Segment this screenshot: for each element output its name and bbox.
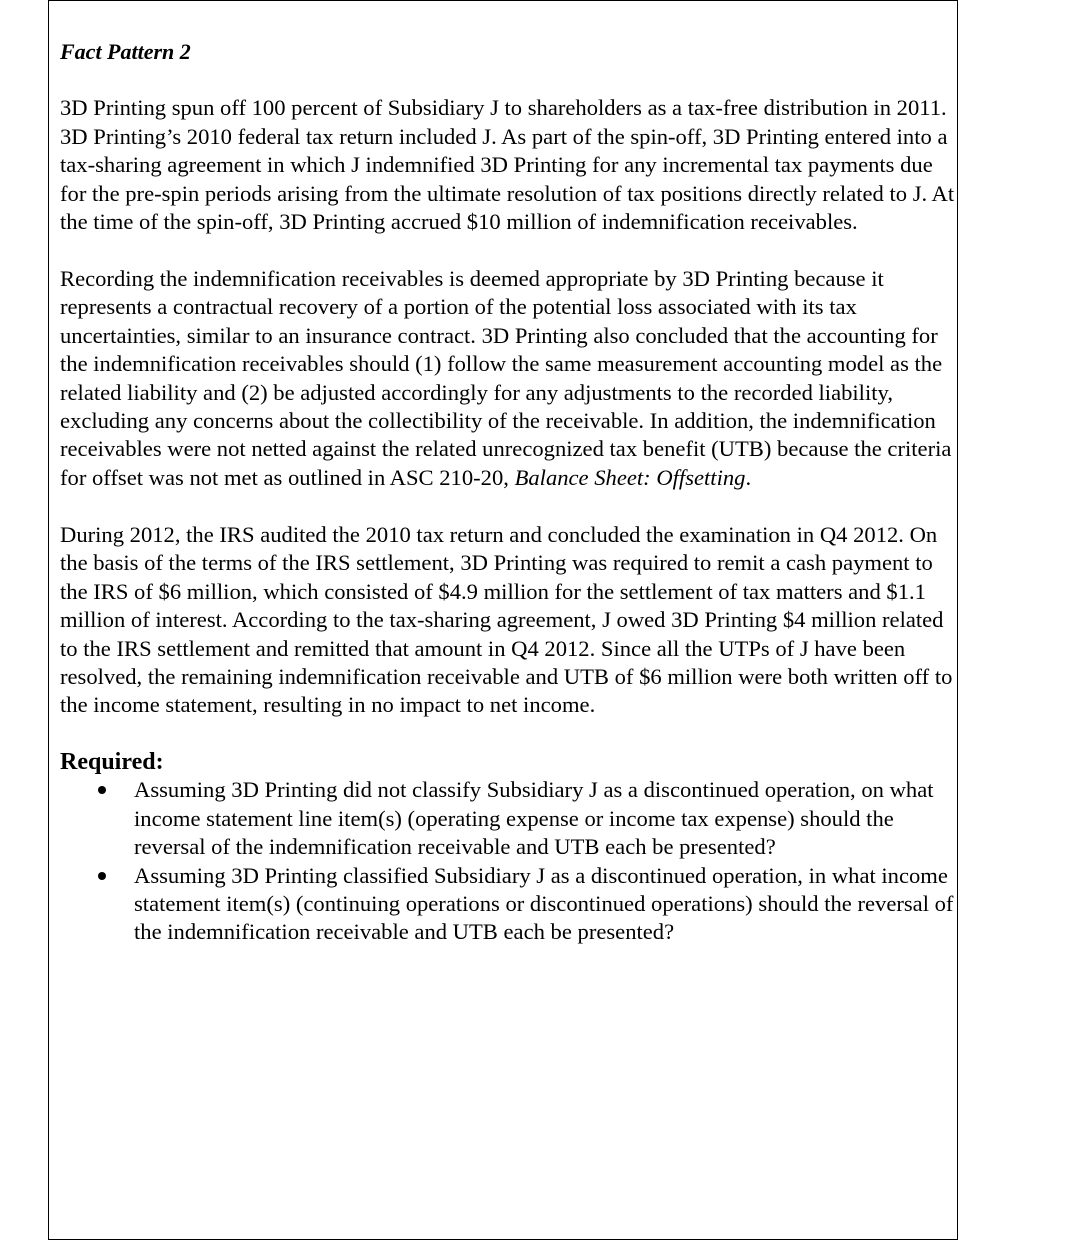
fact-pattern-title: Fact Pattern 2 [60, 39, 191, 64]
paragraph-irs-audit: During 2012, the IRS audited the 2010 tax return and concluded the examination in Q4 2012. On the basis of the terms of the IRS settlement, 3D Printing was required to remit a cash payment to the IRS of $6 million, which consisted of $4.9 million for the settlement of tax matters and $1.1 million of interest. According to the tax-sharing agreement, J owed 3D Printing $4 million related to the IRS settlement and remitted that amount in Q4 2012. Since all the UTPs of J have been resolved, the remaining indemnification receivable and UTB of $6 million were both written off to the income statement, resulting in no impact to net income. [60, 521, 953, 718]
bullet-icon [98, 872, 106, 880]
required-list [60, 776, 955, 946]
bullet-icon [98, 786, 106, 794]
paragraph-indemnification-emphasis: Balance Sheet: Offsetting [514, 464, 746, 490]
required-heading: Required: [60, 749, 164, 776]
paragraph-indemnification-text: Recording the indemnification receivables is deemed appropriate by 3D Printing because it represents a contractual recovery of a portion of the potential loss associated with its tax uncertainties, similar to an insurance contract. 3D Printing also concluded that the accounting for the indemnification receivables should (1) follow the same measurement accounting model as the related liability and (2) be adjusted accordingly for any adjustments to the recorded liability, excluding any concerns about the collectibility of the receivable. In addition, the indemnification receivables were not netted against the related unrecognized tax benefit (UTB) because the criteria for offset was not met as outlined in ASC 210-20, [60, 266, 952, 490]
required-item [60, 862, 955, 947]
paragraph-spin-off: 3D Printing spun off 100 percent of Subsidiary J to shareholders as a tax-free distribution in 2011. 3D Printing’s 2010 federal tax return included J. As part of the spin-off, 3D Printing entered into a tax-sharing agreement in which J indemnified 3D Printing for any incremental tax payments due for the pre-spin periods arising from the ultimate resolution of tax positions directly related to J. At the time of the spin-off, 3D Printing accrued $10 million of indemnification receivables. [60, 95, 955, 235]
required-item-text: Assuming 3D Printing did not classify Subsidiary J as a discontinued operation, on what income statement line item(s) (operating expense or income tax expense) should the reversal of the indemnification receivable and UTB each be presented? [134, 777, 934, 860]
required-item-text: Assuming 3D Printing classified Subsidiary J as a discontinued operation, in what income statement item(s) (continuing operations or discontinued operations) should the reversal of the indemnification receivable and UTB each be presented? [134, 862, 954, 945]
required-item [60, 776, 955, 861]
paragraph-indemnification [60, 265, 955, 492]
paragraph-indemnification-tail: . [745, 464, 752, 490]
document-content [60, 38, 955, 947]
